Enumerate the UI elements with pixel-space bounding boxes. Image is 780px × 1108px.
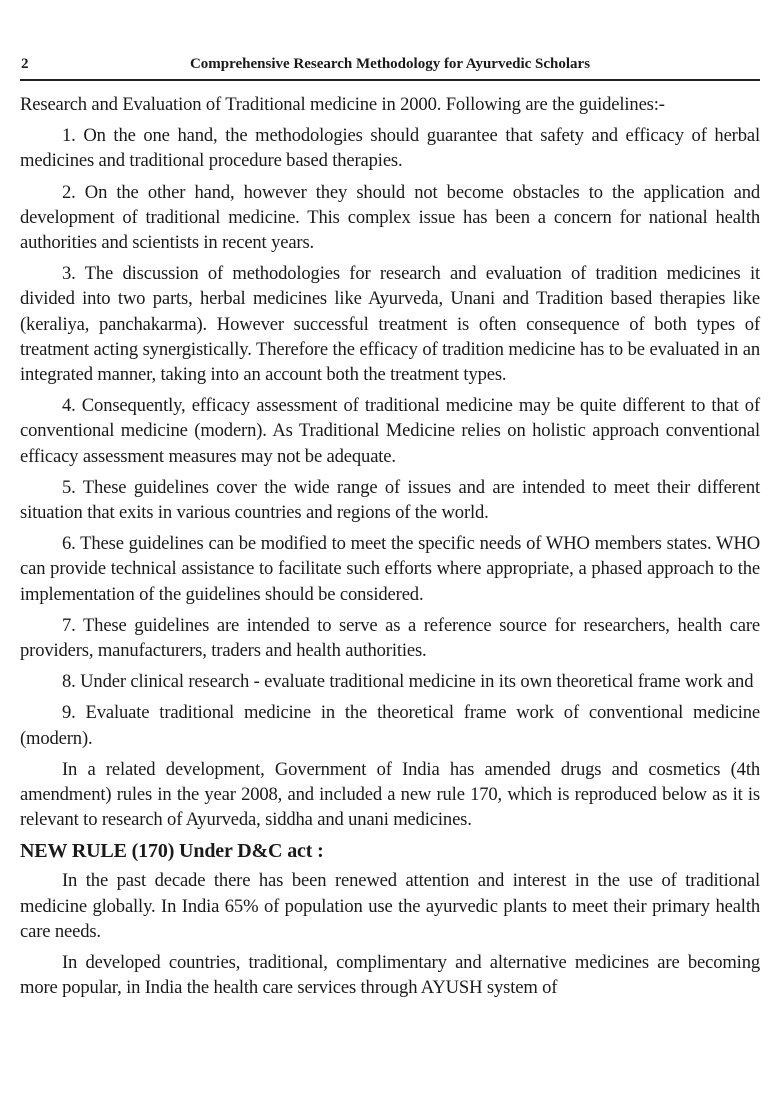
related-development-paragraph: In a related development, Government of India has amended drugs and cosmetics (4th amendment) rules in the year 2008, and included a new rule 170, which is reproduced below as it is relevant to research of Ayurveda, siddha and unani medicines. [20, 758, 760, 831]
page-number: 2 [21, 56, 29, 72]
guideline-item: 2. On the other hand, however they should not become obstacles to the application and development of traditional medicine. This complex issue has been a concern for national health authorities and scientists in recent years. [20, 181, 760, 254]
guideline-item: 1. On the one hand, the methodologies should guarantee that safety and efficacy of herbal medicines and traditional procedure based therapies. [20, 125, 760, 172]
section-paragraph: In developed countries, traditional, complimentary and alternative medicines are becoming more popular, in India the health care services through AYUSH system of [20, 952, 760, 999]
page-body [20, 92, 760, 1007]
guideline-item: 9. Evaluate traditional medicine in the theoretical frame work of conventional medicine (modern). [20, 702, 760, 749]
intro-paragraph: Research and Evaluation of Traditional medicine in 2000. Following are the guidelines:- [20, 94, 665, 115]
section-heading: NEW RULE (170) Under D&C act : [20, 840, 324, 863]
guideline-item: 7. These guidelines are intended to serve as a reference source for researchers, health care providers, manufacturers, traders and health authorities. [20, 614, 760, 662]
guideline-item: 4. Consequently, efficacy assessment of traditional medicine may be quite different to that of conventional medicine (modern). As Traditional Medicine relies on holistic approach conventional efficacy assessment measures may not be adequate. [20, 395, 760, 467]
header-rule [20, 79, 760, 81]
running-header [20, 56, 760, 78]
book-title: Comprehensive Research Methodology for Ayurvedic Scholars [189, 56, 591, 72]
guideline-item: 8. Under clinical research - evaluate traditional medicine in its own theoretical frame work and [62, 671, 754, 693]
section-paragraph: In the past decade there has been renewed attention and interest in the use of traditional medicine globally. In India 65% of population use the ayurvedic plants to meet their primary health care needs. [20, 870, 760, 942]
guideline-item: 5. These guidelines cover the wide range of issues and are intended to meet their different situation that exits in various countries and regions of the world. [20, 476, 760, 524]
guideline-item: 6. These guidelines can be modified to meet the specific needs of WHO members states. WHO can provide technical assistance to facilitate such efforts where appropriate, a phased approach to the implementation of the guidelines should be considered. [20, 533, 760, 605]
guideline-item: 3. The discussion of methodologies for research and evaluation of tradition medicines it divided into two parts, herbal medicines like Ayurveda, Unani and Tradition based therapies like (keraliya, panchakarma). However successful treatment is often consequence of both types of treatment acting synergistically. Therefore the efficacy of tradition medicine has to be evaluated in an integrated manner, taking into an account both the treatment types. [20, 263, 760, 386]
